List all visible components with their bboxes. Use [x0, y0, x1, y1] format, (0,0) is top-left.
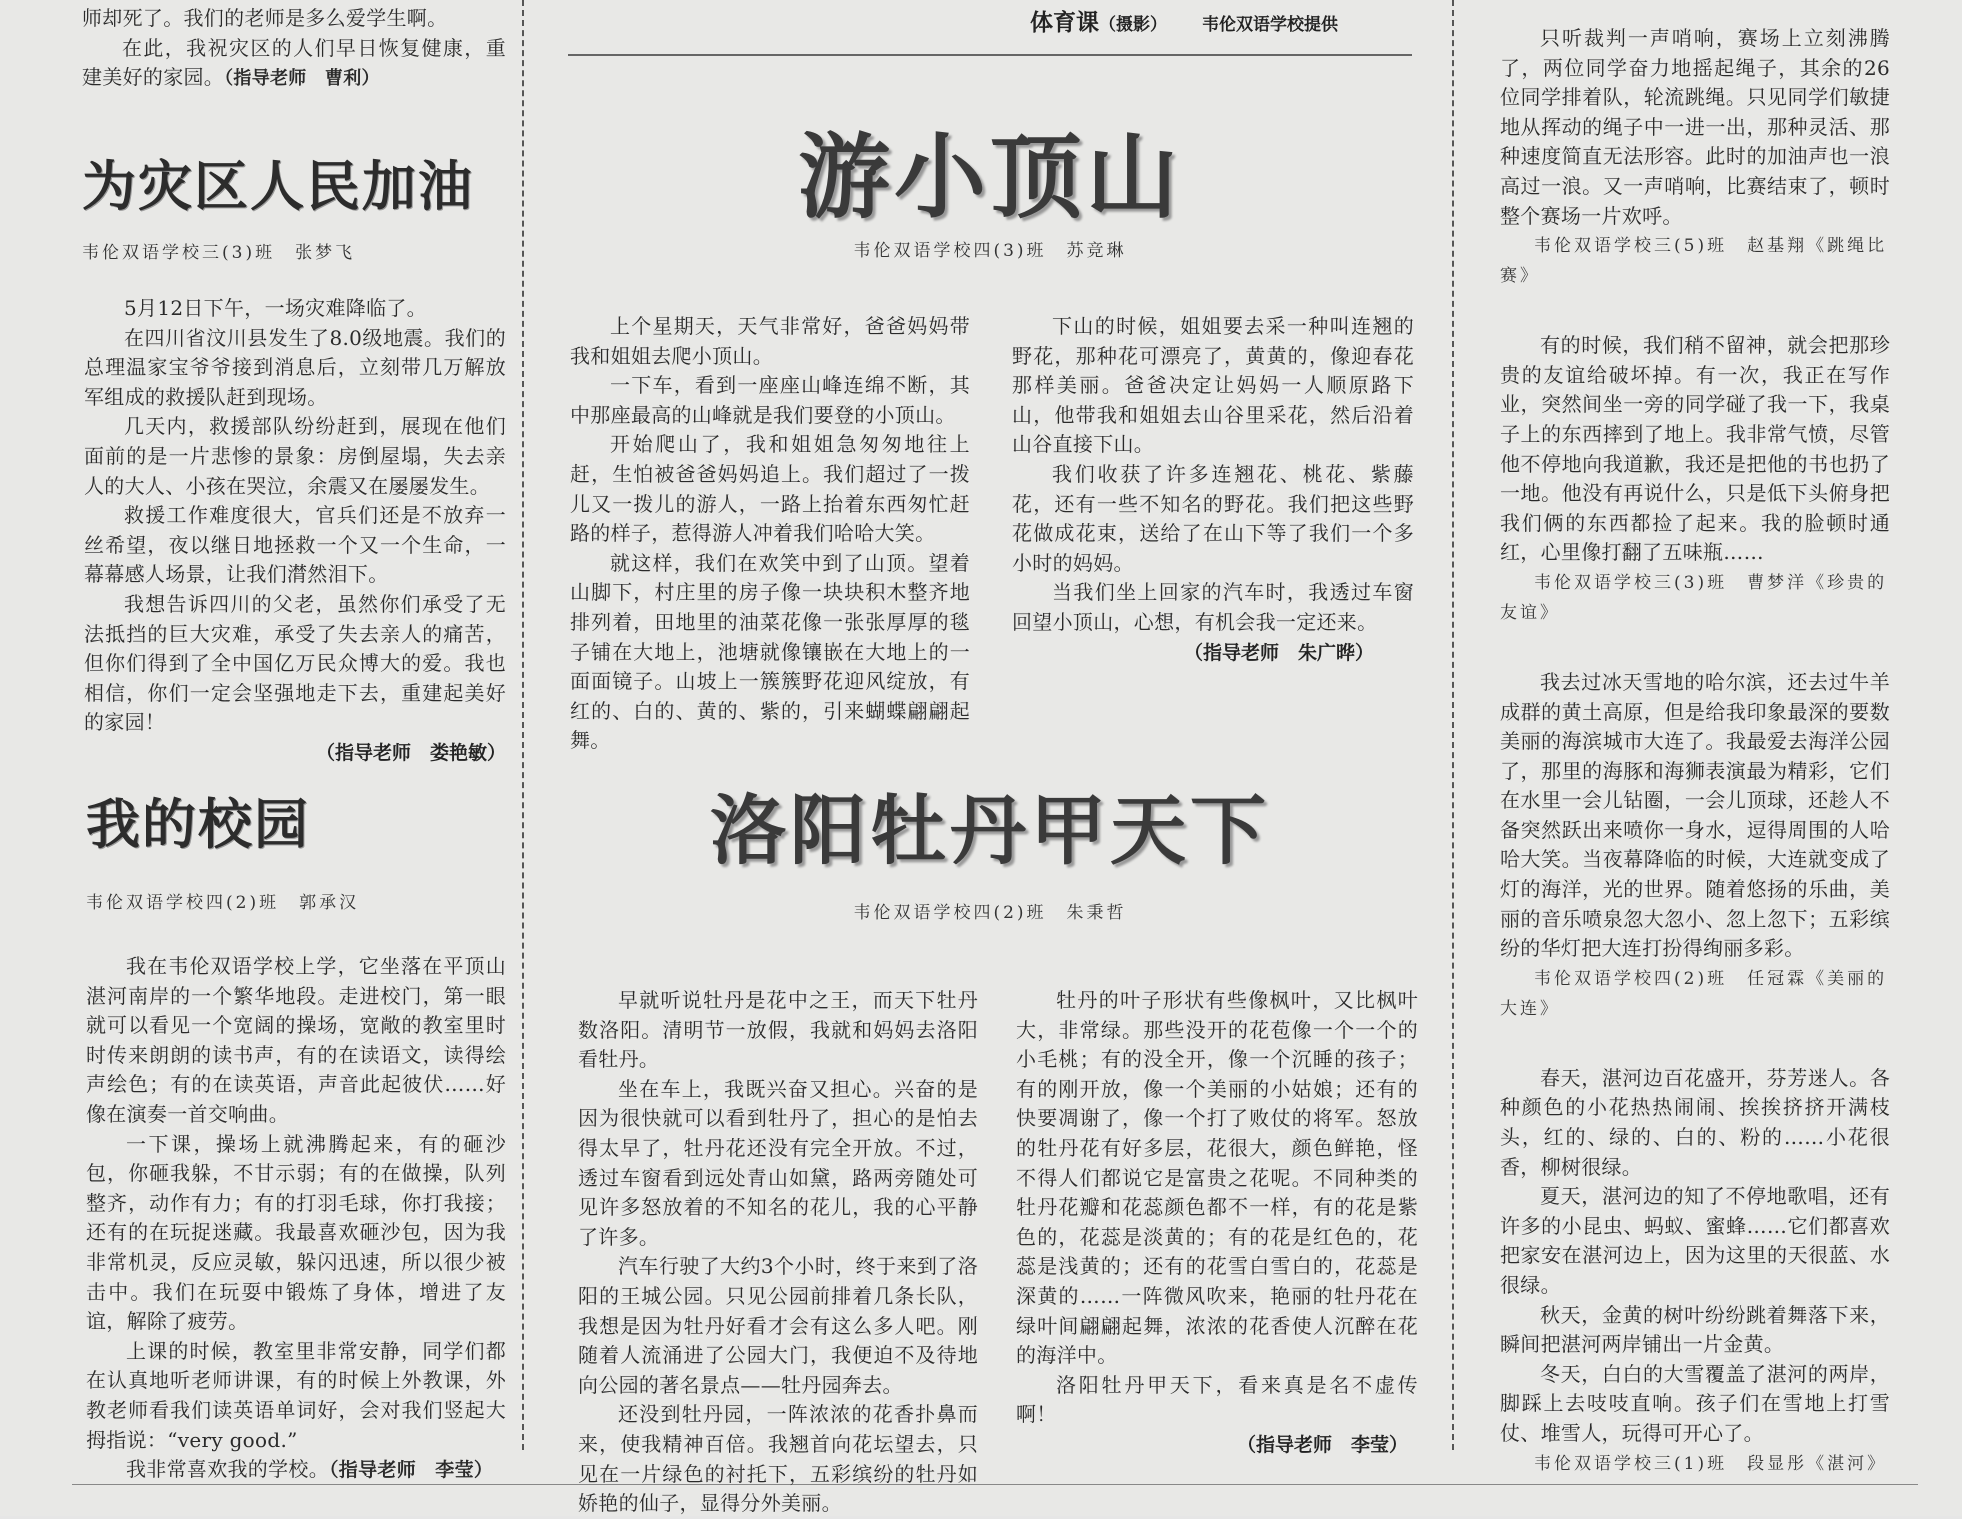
excerpt-credit: 韦伦双语学校三(5)班 赵基翔《跳绳比赛》: [1500, 236, 1888, 287]
article-column: [1016, 986, 1418, 1457]
article-body: [86, 952, 506, 1486]
paragraph: 我非常喜欢我的学校。（指导老师 李莹）: [126, 1457, 494, 1482]
column-divider-right: [1452, 0, 1454, 1450]
teacher-credit: （指导老师 娄艳敏）: [315, 741, 506, 764]
excerpt: [1500, 668, 1890, 1024]
teacher-credit: （指导老师 曹利）: [224, 68, 380, 90]
photo-caption-rule: [568, 54, 1412, 56]
article-byline: 韦伦双语学校四(2)班 郭承汉: [86, 893, 360, 913]
paragraph: 秋天，金黄的树叶纷纷跳着舞落下来，瞬间把湛河两岸铺出一片金黄。: [1500, 1302, 1890, 1357]
teacher-credit: （指导老师 朱广晔）: [1183, 641, 1374, 664]
teacher-credit: （指导老师 李莹）: [1236, 1433, 1408, 1456]
photo-caption-credit: 韦伦双语学校提供: [1202, 15, 1338, 35]
article-title: 我的校园: [86, 793, 310, 856]
paragraph: 春天，湛河边百花盛开，芬芳迷人。各种颜色的小花热热闹闹、挨挨挤挤开满枝头，红的、绿的、白的、粉的……小花很香，柳树很绿。: [1500, 1065, 1890, 1179]
paragraph: 夏天，湛河边的知了不停地歌唱，还有许多的小昆虫、蚂蚁、蜜蜂……它们都喜欢把家安在湛河边上，因为这里的天很蓝、水很绿。: [1500, 1184, 1890, 1297]
paragraph: 洛阳牡丹甲天下，看来真是名不虚传啊！: [1016, 1372, 1418, 1427]
article-body: [84, 294, 506, 765]
article-title: 为灾区人民加油: [82, 155, 474, 218]
excerpt: [1500, 24, 1890, 291]
right-column: [1500, 24, 1890, 1479]
article-title: 洛阳牡丹甲天下: [710, 786, 1270, 875]
paragraph: 汽车行驶了大约3个小时，终于来到了洛阳的王城公园。只见公园前排着几条长队，我想是因为牡丹好看才会有这么多人吧。刚随着人流涌进了公园大门，我便迫不及待地向公园的著名景点——牡丹园奔去。: [578, 1254, 978, 1397]
photo-caption-title: 体育课: [1030, 10, 1099, 36]
article-byline: 韦伦双语学校四(3)班 苏竞琳: [853, 241, 1127, 261]
top-left-continuation: [82, 4, 506, 94]
paragraph: 我们收获了许多连翘花、桃花、紫藤花，还有一些不知名的野花。我们把这些野花做成花束，送给了在山下等了我们一个多小时的妈妈。: [1012, 461, 1414, 575]
paragraph: 救援工作难度很大，官兵们还是不放弃一丝希望，夜以继日地拯救一个又一个生命，一幕幕感人场景，让我们潸然泪下。: [84, 503, 506, 587]
column-divider-left: [522, 0, 524, 1450]
paragraph: 在四川省汶川县发生了8.0级地震。我们的总理温家宝爷爷接到消息后，立刻带几万解放军组成的救援队赶到现场。: [84, 325, 506, 409]
paragraph: 上课的时候，教室里非常安静，同学们都在认真地听老师讲课，有的时候上外教课，外教老师看我们读英语单词好，会对我们竖起大拇指说：“very good.”: [86, 1338, 506, 1452]
paragraph: 几天内，救援部队纷纷赶到，展现在他们面前的是一片悲惨的景象：房倒屋塌，失去亲人的大人、小孩在哭泣，余震又在屡屡发生。: [84, 414, 506, 498]
excerpt-credit: 韦伦双语学校三(3)班 曹梦洋《珍贵的友谊》: [1500, 572, 1888, 623]
article-column: [578, 986, 978, 1519]
excerpt: [1500, 331, 1890, 628]
paragraph: 我去过冰天雪地的哈尔滨，还去过牛羊成群的黄土高原，但是给我印象最深的要数美丽的海滨城市大连了。我最爱去海洋公园了，那里的海豚和海狮表演最为精彩，它们在水里一会儿钻圈，一会儿顶球，还趁人不备突然跃出来喷你一身水，逗得周围的人哈哈大笑。当夜幕降临的时候，大连就变成了灯的海洋，光的世界。随着悠扬的乐曲，美丽的音乐喷泉忽大忽小、忽上忽下；五彩缤纷的华灯把大连打扮得绚丽多彩。: [1500, 669, 1890, 961]
teacher-credit: （指导老师 李莹）: [329, 1459, 494, 1482]
paragraph: 我在韦伦双语学校上学，它坐落在平顶山湛河南岸的一个繁华地段。走进校门，第一眼就可以看见一个宽阔的操场，宽敞的教室里时时传来朗朗的读书声，有的在读语文，读得绘声绘色；有的在读英语，声音此起彼伏……好像在演奏一首交响曲。: [86, 954, 506, 1126]
article-column: [1012, 312, 1414, 665]
paragraph: 还没到牡丹园，一阵浓浓的花香扑鼻而来，使我精神百倍。我翘首向花坛望去，只见在一片绿色的衬托下，五彩缤纷的牡丹如娇艳的仙子，显得分外美丽。: [578, 1402, 978, 1516]
paragraph: 有的时候，我们稍不留神，就会把那珍贵的友谊给破坏掉。有一次，我正在写作业，突然间坐一旁的同学碰了我一下，我桌子上的东西摔到了地上。我非常气愤，尽管他不停地向我道歉，我还是把他的书也扔了一地。他没有再说什么，只是低下头俯身把我们俩的东西都捡了起来。我的脸顿时通红，心里像打翻了五味瓶……: [1500, 333, 1890, 565]
paragraph: 我想告诉四川的父老，虽然你们承受了无法抵挡的巨大灾难，承受了失去亲人的痛苦，但你们得到了全中国亿万民众博大的爱。我也相信，你们一定会坚强地走下去，重建起美好的家园！: [84, 591, 506, 735]
excerpt-credit: 韦伦双语学校三(1)班 段显彤《湛河》: [1534, 1453, 1888, 1474]
paragraph: 开始爬山了，我和姐姐急匆匆地往上赶，生怕被爸爸妈妈追上。我们超过了一拨儿又一拨儿的游人，一路上抬着东西匆忙赶路的样子，惹得游人冲着我们哈哈大笑。: [570, 432, 970, 546]
continuation-line: 师却死了。我们的老师是多么爱学生啊。: [82, 6, 448, 30]
paragraph: 5月12日下午，一场灾难降临了。: [124, 296, 427, 320]
photo-caption-note: （摄影）: [1099, 15, 1167, 35]
paragraph: 下山的时候，姐姐要去采一种叫连翘的野花，那种花可漂亮了，黄黄的，像迎春花那样美丽。爸爸决定让妈妈一人顺原路下山，他带我和姐姐去山谷里采花，然后沿着山谷直接下山。: [1012, 314, 1414, 457]
excerpt-credit: 韦伦双语学校四(2)班 任冠霖《美丽的大连》: [1500, 968, 1888, 1019]
paragraph: 坐在车上，我既兴奋又担心。兴奋的是因为很快就可以看到牡丹了，担心的是怕去得太早了，牡丹花还没有完全开放。不过，透过车窗看到远处青山如黛，路两旁随处可见许多怒放着的不知名的花儿，我的心平静了许多。: [578, 1076, 978, 1249]
paragraph: 早就听说牡丹是花中之王，而天下牡丹数洛阳。清明节一放假，我就和妈妈去洛阳看牡丹。: [578, 988, 978, 1072]
paragraph: 就这样，我们在欢笑中到了山顶。望着山脚下，村庄里的房子像一块块积木整齐地排列着，田地里的油菜花像一张张厚厚的毯子铺在大地上，池塘就像镶嵌在大地上的一面面镜子。山坡上一簇簇野花迎风绽放，有红的、白的、黄的、紫的，引来蝴蝶翩翩起舞。: [570, 550, 970, 753]
paragraph: 一下车，看到一座座山峰连绵不断，其中那座最高的山峰就是我们要登的小顶山。: [570, 373, 970, 427]
paragraph: 当我们坐上回家的汽车时，我透过车窗回望小顶山，心想，有机会我一定还来。: [1012, 580, 1414, 634]
article-byline: 韦伦双语学校三(3)班 张梦飞: [82, 243, 356, 263]
paragraph: 只听裁判一声哨响，赛场上立刻沸腾了，两位同学奋力地摇起绳子，其余的26位同学排着队，轮流跳绳。只见同学们敏捷地从挥动的绳子中一进一出，那种灵活、那种速度简直无法形容。此时的加油声也一浪高过一浪。又一声哨响，比赛结束了，顿时整个赛场一片欢呼。: [1500, 26, 1890, 228]
article-title: 游小顶山: [797, 124, 1182, 231]
photo-caption: [1030, 4, 1450, 37]
continuation-line: 在此，我祝灾区的人们早日恢复健康，重建美好的家园。（指导老师 曹利）: [82, 35, 506, 90]
paragraph: 冬天，白白的大雪覆盖了湛河的两岸，脚踩上去吱吱直响。孩子们在雪地上打雪仗、堆雪人，玩得可开心了。: [1500, 1361, 1890, 1445]
excerpt: [1500, 1064, 1890, 1479]
paragraph: 一下课，操场上就沸腾起来，有的砸沙包，你砸我躲，不甘示弱；有的在做操，队列整齐，动作有力；有的打羽毛球，你打我接；还有的在玩捉迷藏。我最喜欢砸沙包，因为我非常机灵，反应灵敏，躲闪迅速，所以很少被击中。我们在玩耍中锻炼了身体，增进了友谊，解除了疲劳。: [86, 1131, 506, 1334]
paragraph: 牡丹的叶子形状有些像枫叶，又比枫叶大，非常绿。那些没开的花苞像一个一个的小毛桃；有的没全开，像一个沉睡的孩子；有的刚开放，像一个美丽的小姑娘；还有的快要凋谢了，像一个打了败仗的将军。怒放的牡丹花有好多层，花很大，颜色鲜艳，怪不得人们都说它是富贵之花呢。不同种类的牡丹花瓣和花蕊颜色都不一样，有的花是紫色的，花蕊是淡黄的；有的花是红色的，花蕊是浅黄的；还有的花雪白雪白的，花蕊是深黄的……一阵微风吹来，艳丽的牡丹花在绿叶间翩翩起舞，浓浓的花香使人沉醉在花的海洋中。: [1016, 988, 1418, 1368]
paragraph: 上个星期天，天气非常好，爸爸妈妈带我和姐姐去爬小顶山。: [570, 314, 970, 368]
article-column: [570, 312, 970, 756]
article-byline: 韦伦双语学校四(2)班 朱秉哲: [853, 903, 1127, 923]
